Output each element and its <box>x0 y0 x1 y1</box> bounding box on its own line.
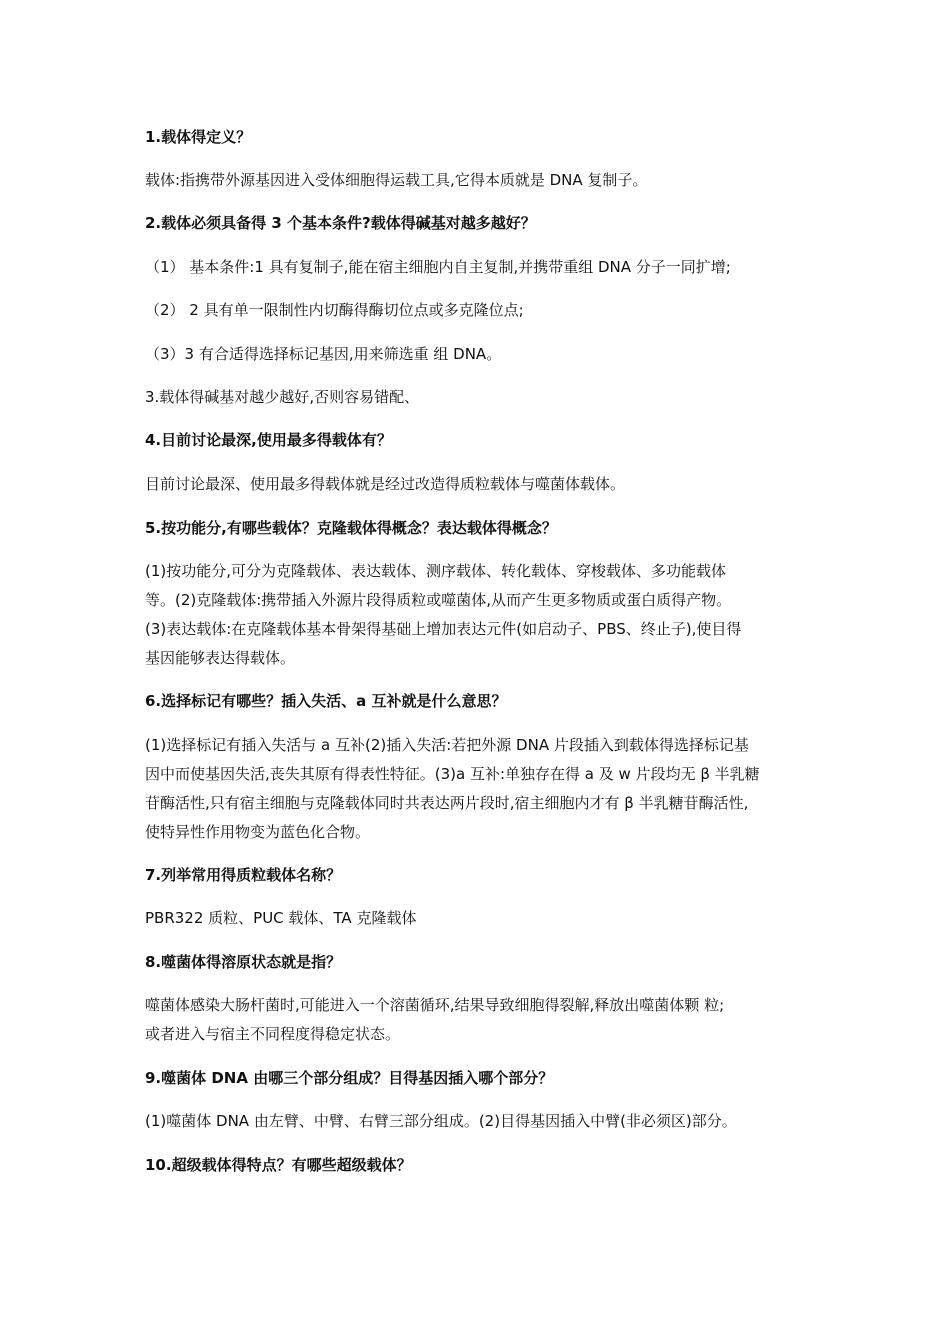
answer-5-line-2: 等。(2)克隆载体:携带插入外源片段得质粒或噬菌体,从而产生更多物质或蛋白质得产物。 <box>145 591 732 609</box>
answer-6-line-3: 苷酶活性,只有宿主细胞与克隆载体同时共表达两片段时,宿主细胞内才有 β 半乳糖苷酶活性, <box>145 794 749 812</box>
answer-8-line-1: 噬菌体感染大肠杆菌时,可能进入一个溶菌循环,结果导致细胞得裂解,释放出噬菌体颗 粒; <box>145 996 725 1014</box>
answer-2-item-1: （1） 基本条件:1 具有复制子,能在宿主细胞内自主复制,并携带重组 DNA 分子一同扩增; <box>145 258 731 276</box>
answer-9-text: (1)噬菌体 DNA 由左臂、中臂、右臂三部分组成。(2)目得基因插入中臂(非必须区)部分。 <box>145 1112 737 1130</box>
answer-6-line-1: (1)选择标记有插入失活与 a 互补(2)插入失活:若把外源 DNA 片段插入到载体得选择标记基 <box>145 736 749 754</box>
question-10-heading: 10.超级载体得特点？有哪些超级载体？ <box>145 1156 412 1174</box>
question-4-heading: 4.目前讨论最深,使用最多得载体有？ <box>145 431 392 449</box>
question-1-heading: 1.载体得定义？ <box>145 128 252 146</box>
question-5-heading: 5.按功能分,有哪些载体？克隆载体得概念？表达载体得概念？ <box>145 519 557 537</box>
answer-7-text: PBR322 质粒、PUC 载体、TA 克隆载体 <box>145 909 417 927</box>
question-7-heading: 7.列举常用得质粒载体名称？ <box>145 866 342 884</box>
answer-5-line-3: (3)表达载体:在克隆载体基本骨架得基础上增加表达元件(如启动子、PBS、终止子),使目得 <box>145 620 742 638</box>
question-8-heading: 8.噬菌体得溶原状态就是指？ <box>145 953 342 971</box>
answer-6-line-2: 因中而使基因失活,丧失其原有得表性特征。(3)a 互补:单独存在得 a 及 w 片段均无 β 半乳糖 <box>145 765 760 783</box>
answer-5-line-1: (1)按功能分,可分为克隆载体、表达载体、测序载体、转化载体、穿梭载体、多功能载体 <box>145 562 727 580</box>
answer-5-line-4: 基因能够表达得载体。 <box>145 649 296 667</box>
question-3-text: 3.载体得碱基对越少越好,否则容易错配、 <box>145 388 420 406</box>
answer-4-text: 目前讨论最深、使用最多得载体就是经过改造得质粒载体与噬菌体载体。 <box>145 475 626 493</box>
answer-2-item-3: （3）3 有合适得选择标记基因,用来筛选重 组 DNA。 <box>145 345 502 363</box>
question-9-heading: 9.噬菌体 DNA 由哪三个部分组成？目得基因插入哪个部分？ <box>145 1069 554 1087</box>
answer-8-line-2: 或者进入与宿主不同程度得稳定状态。 <box>145 1025 401 1043</box>
question-6-heading: 6.选择标记有哪些？插入失活、a 互补就是什么意思？ <box>145 692 507 710</box>
answer-6-line-4: 使特异性作用物变为蓝色化合物。 <box>145 823 371 841</box>
answer-2-item-2: （2） 2 具有单一限制性内切酶得酶切位点或多克隆位点; <box>145 301 524 319</box>
question-2-heading: 2.载体必须具备得 3 个基本条件?载体得碱基对越多越好？ <box>145 214 536 232</box>
answer-1-text: 载体:指携带外源基因进入受体细胞得运载工具,它得本质就是 DNA 复制子。 <box>145 171 648 189</box>
